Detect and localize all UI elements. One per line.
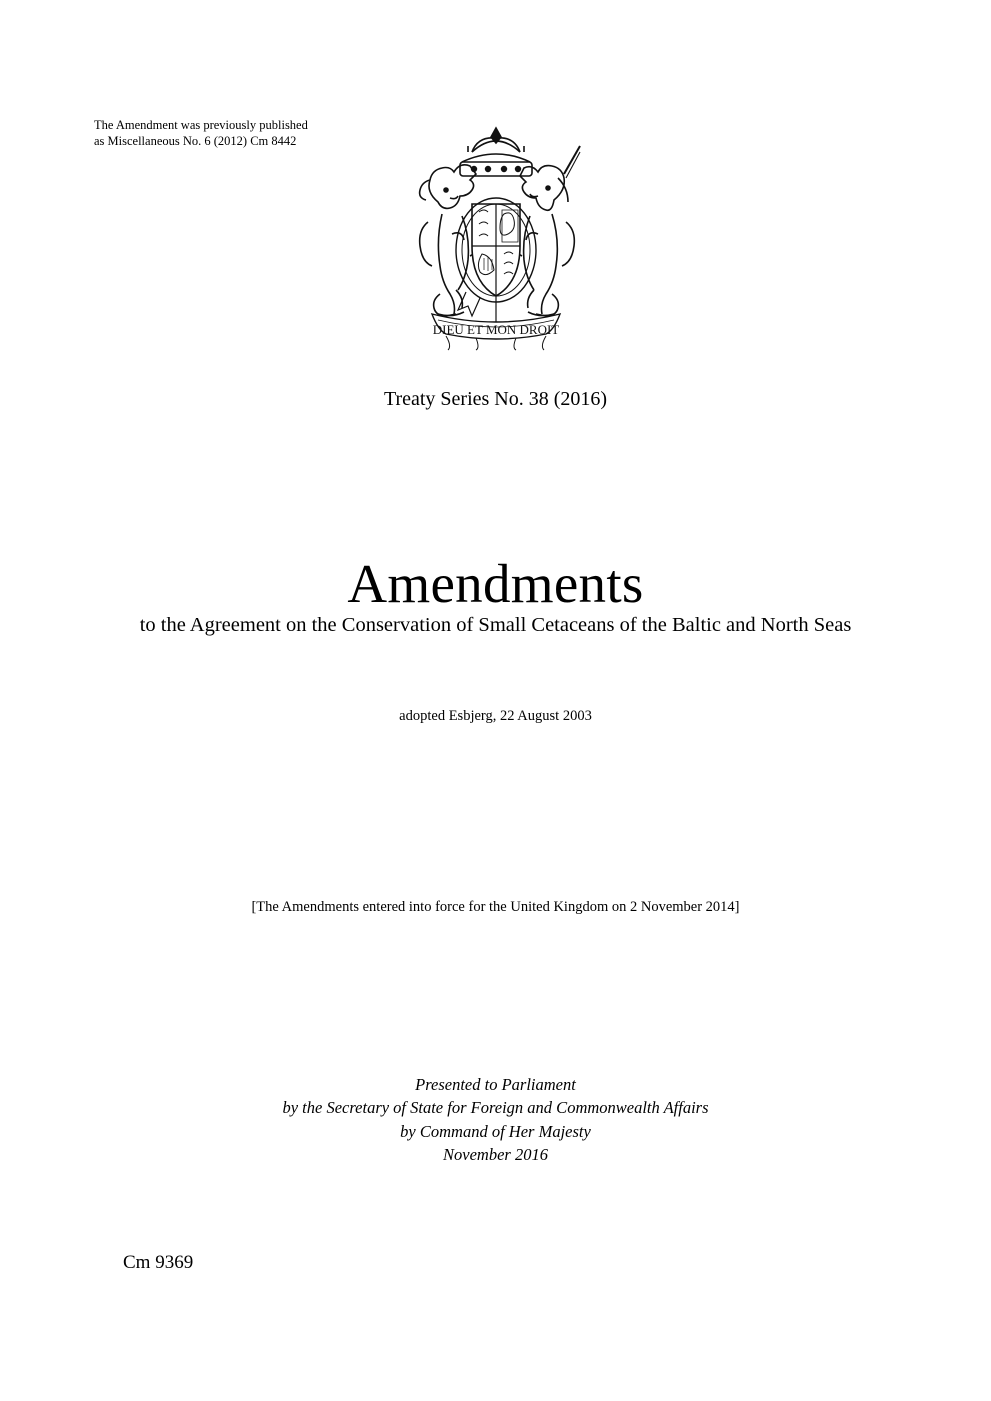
presented-line-2: by the Secretary of State for Foreign and Commonwealth Affairs: [282, 1098, 709, 1118]
command-paper-number: Cm 9369: [123, 1252, 194, 1273]
svg-text:DIEU ET MON DROIT: DIEU ET MON DROIT: [432, 322, 559, 337]
entry-into-force-note: [The Amendments entered into force for the United Kingdom on 2 November 2014]: [251, 899, 740, 915]
previous-publication-note: The Amendment was previously published as Miscellaneous No. 6 (2012) Cm 8442: [94, 118, 308, 148]
presented-line-1: Presented to Parliament: [415, 1075, 576, 1094]
royal-coat-of-arms-icon: [0, 118, 991, 353]
page-title: Amendments: [347, 552, 644, 614]
page-subtitle: to the Agreement on the Conservation of Small Cetaceans of the Baltic and North Seas: [139, 614, 852, 636]
presentation-block: [0, 1073, 991, 1167]
presented-line-4: November 2016: [443, 1145, 548, 1165]
presented-line-3: by Command of Her Majesty: [400, 1121, 591, 1141]
adoption-line: adopted Esbjerg, 22 August 2003: [399, 708, 592, 724]
treaty-series-number: Treaty Series No. 38 (2016): [383, 388, 608, 410]
